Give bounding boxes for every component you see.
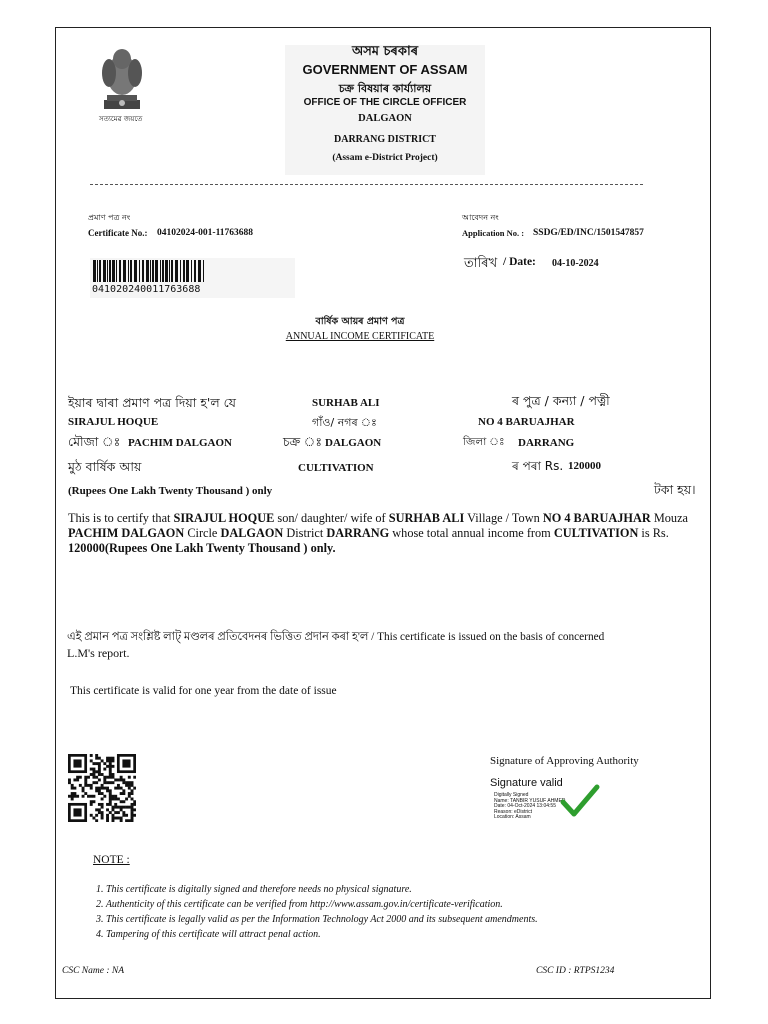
govt-title: GOVERNMENT OF ASSAM <box>302 62 468 77</box>
header-divider <box>90 184 643 185</box>
district-label-assamese: জিলা ঃ <box>463 436 505 448</box>
qr-code-icon <box>68 754 136 822</box>
mouza-name: PACHIM DALGAON <box>128 437 232 449</box>
certificate-title: ANNUAL INCOME CERTIFICATE <box>285 331 435 342</box>
barcode-icon <box>93 260 207 282</box>
basis-statement-line2: L.M's report. <box>67 646 130 660</box>
signature-status: Signature valid <box>490 777 563 789</box>
govt-title-assamese: অসম চৰকাৰ <box>351 44 419 59</box>
para-mouza: PACHIM DALGAON <box>68 526 185 540</box>
validity-statement: This certificate is valid for one year from the date of issue <box>70 685 337 697</box>
application-number-label: Application No. : <box>462 228 525 238</box>
para-parent-name: SURHAB ALI <box>388 511 465 525</box>
note-heading: NOTE : <box>93 854 130 866</box>
amount-label-assamese: ৰ পৰা Rs. <box>512 459 564 473</box>
para-circle: DALGAON <box>220 526 284 540</box>
parent-name: SURHAB ALI <box>312 397 380 409</box>
basis-statement: এই প্ৰমান পত্ৰ সংশ্লিষ্ট লাট্‌ মণ্ডলৰ প্ৰতিবেদনৰ ভিত্তিত প্ৰদান কৰা হ'ল / This certificate is issued on the basis of concerned <box>67 631 605 643</box>
circle-label-assamese: চক্ৰ ঃ <box>283 434 323 449</box>
mouza-label-assamese: মৌজা ঃ <box>68 434 121 449</box>
date-label-assamese: তাৰিখ <box>464 256 498 271</box>
signature-heading: Signature of Approving Authority <box>490 755 639 767</box>
note-item: 3. This certificate is legally valid as per the Information Technology Act 2000 and its subsequent amendments. <box>96 914 538 925</box>
para-applicant-name: SIRAJUL HOQUE <box>173 511 275 525</box>
application-number: SSDG/ED/INC/1501547857 <box>533 228 644 238</box>
para-income-source: CULTIVATION <box>553 526 639 540</box>
office-title: OFFICE OF THE CIRCLE OFFICER <box>303 97 467 108</box>
note-item: 1. This certificate is digitally signed and therefore needs no physical signature. <box>96 884 412 895</box>
note-item: 4. Tampering of this certificate will attract penal action. <box>96 929 321 940</box>
project-name: (Assam e-District Project) <box>332 153 438 163</box>
barcode-text: 041020240011763688 <box>92 284 201 295</box>
certificate-number: 04102024-001-11763688 <box>157 228 254 238</box>
certificate-number-label: Certificate No.: <box>88 228 148 238</box>
certification-paragraph: This is to certify that SIRAJUL HOQUE son/ daughter/ wife of SURHAB ALI Village / Town NO 4 BARUAJHAR Mouza PACHIM DALGAON Circle DALGAON District DARRANG whose total annual income from CULTIVATION is Rs. 120000(Rupees One Lakh Twenty Thousand ) only. <box>68 511 688 555</box>
signature-detail-line: Digitally Signed <box>494 792 529 798</box>
note-item: 2. Authenticity of this certificate can be verified from http://www.assam.gov.in/certificate-verification. <box>96 899 503 910</box>
csc-id: CSC ID : RTPS1234 <box>536 966 615 976</box>
signature-reason: Reason: eDistrict <box>494 808 533 815</box>
income-label-assamese: মুঠ বাৰ্ষিক আয় <box>68 459 142 474</box>
applicant-name: SIRAJUL HOQUE <box>68 416 159 428</box>
signature-location: Location: Assam <box>494 814 531 821</box>
village-name: NO 4 BARUAJHAR <box>478 416 575 428</box>
signature-date: Date: 04-Oct-2024 13:04:55 <box>494 803 556 810</box>
district-name: DARRANG DISTRICT <box>334 134 436 145</box>
taka-text-assamese: টকা হয়। <box>654 482 696 497</box>
date-label: / Date: <box>503 256 536 268</box>
income-amount: 120000 <box>568 460 601 472</box>
circle-name: DALGAON <box>358 113 412 124</box>
issue-date: 04-10-2024 <box>552 258 599 269</box>
para-village: NO 4 BARUAJHAR <box>542 511 651 525</box>
para-amount: 120000(Rupees One Lakh Twenty Thousand ) only. <box>68 541 336 555</box>
checkmark-icon <box>560 783 600 819</box>
signature-details <box>494 793 565 821</box>
office-title-assamese: চক্ৰ বিষয়াৰ কাৰ্য্যালয় <box>338 82 432 95</box>
income-source: CULTIVATION <box>298 462 374 474</box>
national-emblem-icon <box>96 45 148 113</box>
application-number-label-assamese: আবেদন নং <box>462 213 499 222</box>
para-district: DARRANG <box>326 526 390 540</box>
certify-text-assamese: ইয়াৰ দ্বাৰা প্ৰমাণ পত্ৰ দিয়া হ'ল যে <box>68 395 236 410</box>
certificate-title-assamese: বাৰ্ষিক আয়ৰ প্ৰমাণ পত্ৰ <box>315 316 405 327</box>
csc-name: CSC Name : NA <box>62 966 125 976</box>
certificate-number-label-assamese: প্ৰমাণ পত্ৰ নং <box>88 213 131 222</box>
amount-in-words: (Rupees One Lakh Twenty Thousand ) only <box>68 485 273 497</box>
detail-district-name: DARRANG <box>518 437 575 449</box>
relation-text-assamese: ৰ পুত্ৰ / কন্যা / পত্নী <box>512 393 610 408</box>
signer-name: Name: TANBIR YUSUF AHMED <box>494 797 566 804</box>
village-label-assamese: গাঁও/ নগৰ ঃ <box>312 416 377 429</box>
detail-circle-name: DALGAON <box>325 437 382 449</box>
emblem-caption: সত্যমেৱ জয়তে <box>99 115 143 123</box>
